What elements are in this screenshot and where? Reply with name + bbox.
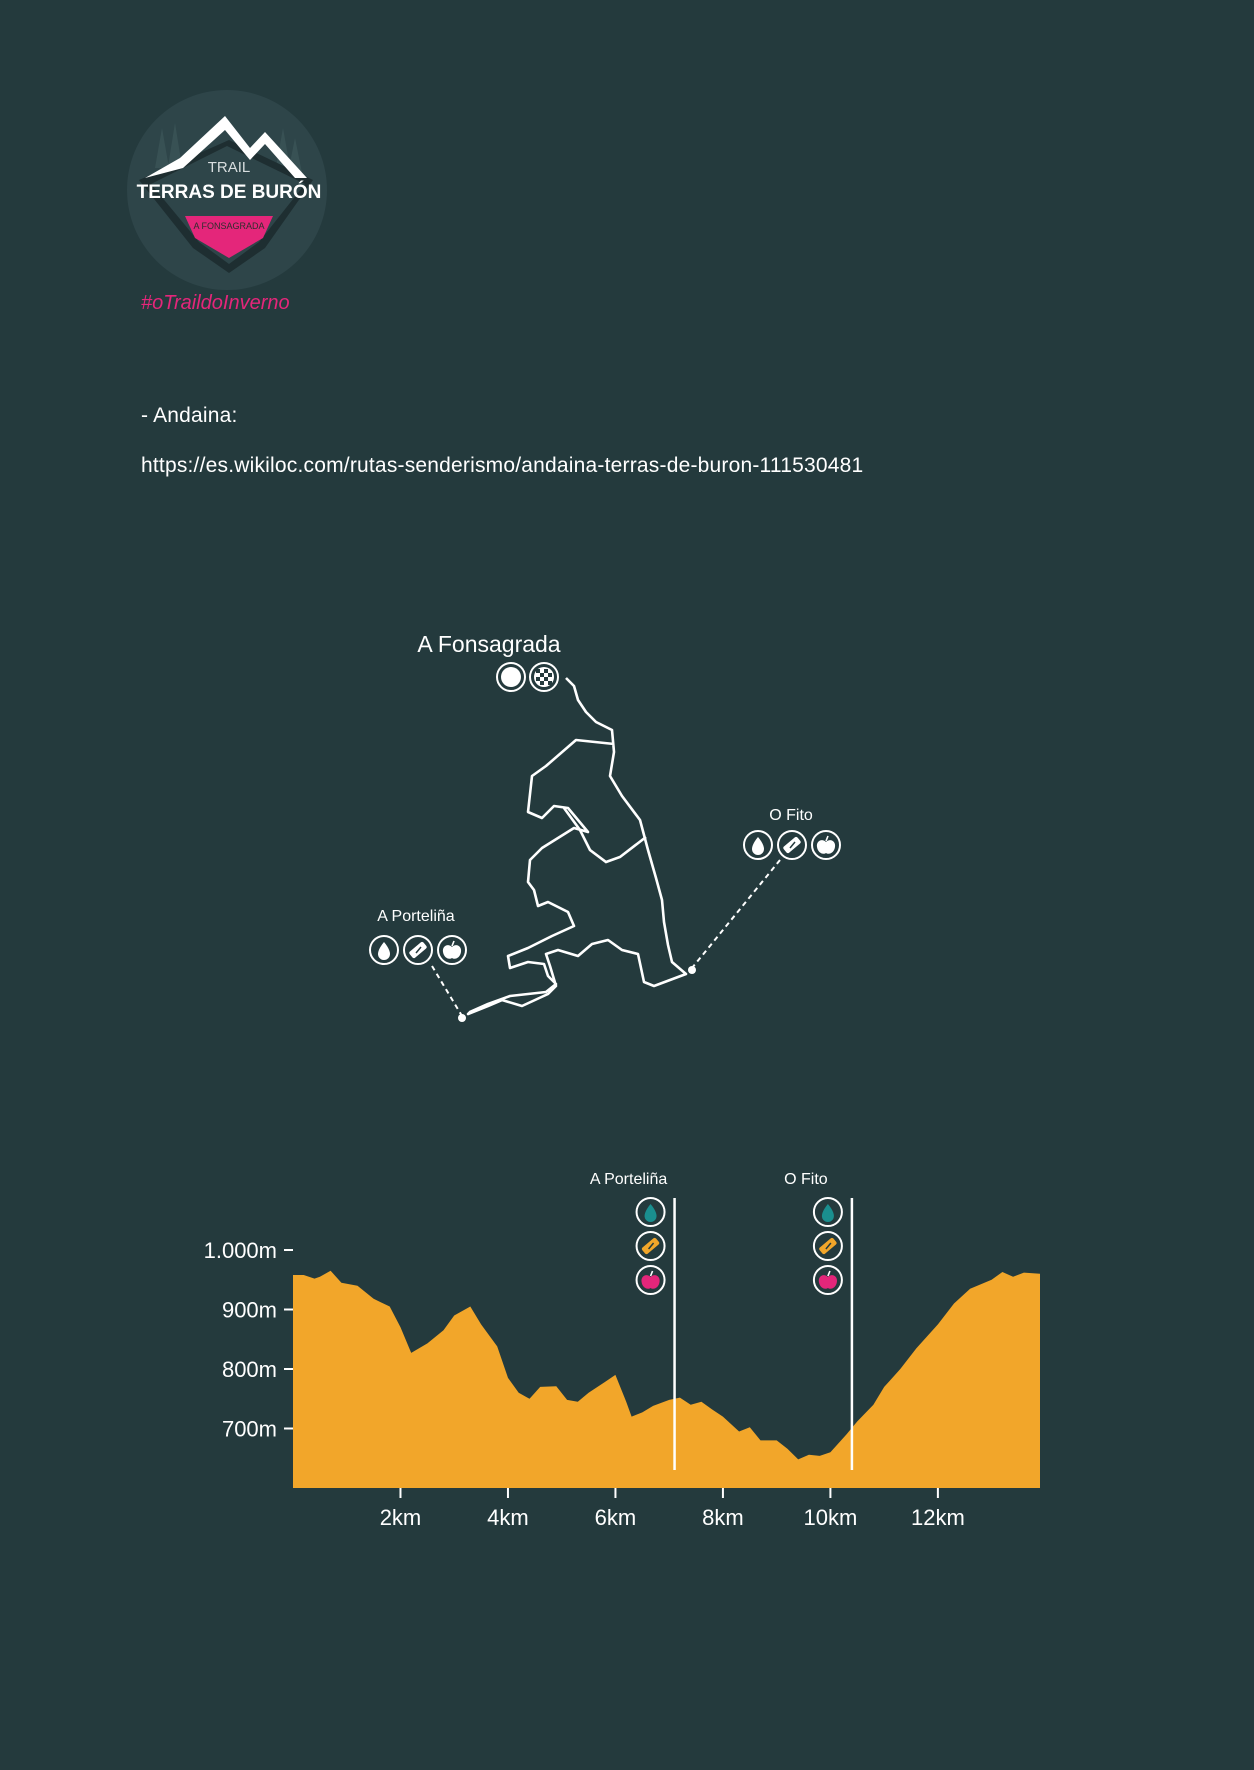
water-drop-icon <box>637 1198 665 1226</box>
x-tick-label: 8km <box>702 1505 744 1530</box>
x-tick-label: 2km <box>379 1505 422 1530</box>
map-label-a-portelina: A Porteliña <box>377 908 455 925</box>
logo-title: TERRAS DE BURÓN <box>136 182 322 203</box>
x-tick-label: 10km <box>803 1505 858 1530</box>
apple-icon <box>812 831 840 859</box>
x-tick-label: 12km <box>910 1505 965 1530</box>
hashtag: #oTraildoInverno <box>141 292 290 314</box>
x-tick-label: 4km <box>487 1505 529 1530</box>
logo-small-text: TRAIL <box>207 159 251 176</box>
water-drop-icon <box>744 831 772 859</box>
y-tick-label: 900m <box>221 1297 277 1323</box>
finish-checkered-icon <box>530 663 558 691</box>
water-drop-icon <box>814 1198 842 1226</box>
route-track <box>468 678 686 1014</box>
energy-bar-icon <box>814 1232 842 1260</box>
apple-icon <box>814 1266 842 1294</box>
map-label-a-fonsagrada: A Fonsagrada <box>417 631 561 657</box>
elevation-area <box>293 1271 1040 1488</box>
energy-bar-icon <box>637 1232 665 1260</box>
apple-icon <box>637 1266 665 1294</box>
aid-station-label: A Porteliña <box>589 1171 668 1188</box>
logo-subtitle: A FONSAGRADA <box>193 221 265 231</box>
aid-station-label: O Fito <box>784 1171 828 1188</box>
route-label: - Andaina: <box>141 404 238 427</box>
y-tick-label: 1.000m <box>203 1238 277 1263</box>
map-label-o-fito: O Fito <box>769 807 813 824</box>
apple-icon <box>438 936 466 964</box>
water-drop-icon <box>370 936 398 964</box>
energy-bar-icon <box>404 936 432 964</box>
energy-bar-icon <box>778 831 806 859</box>
start-circle-icon <box>497 663 525 691</box>
elevation-profile <box>0 1150 1254 1570</box>
x-tick-label: 6km <box>594 1505 637 1530</box>
y-tick-label: 700m <box>221 1416 277 1442</box>
y-tick-label: 800m <box>221 1357 277 1382</box>
route-link[interactable]: https://es.wikiloc.com/rutas-senderismo/andaina-terras-de-buron-111530481 <box>141 454 864 477</box>
